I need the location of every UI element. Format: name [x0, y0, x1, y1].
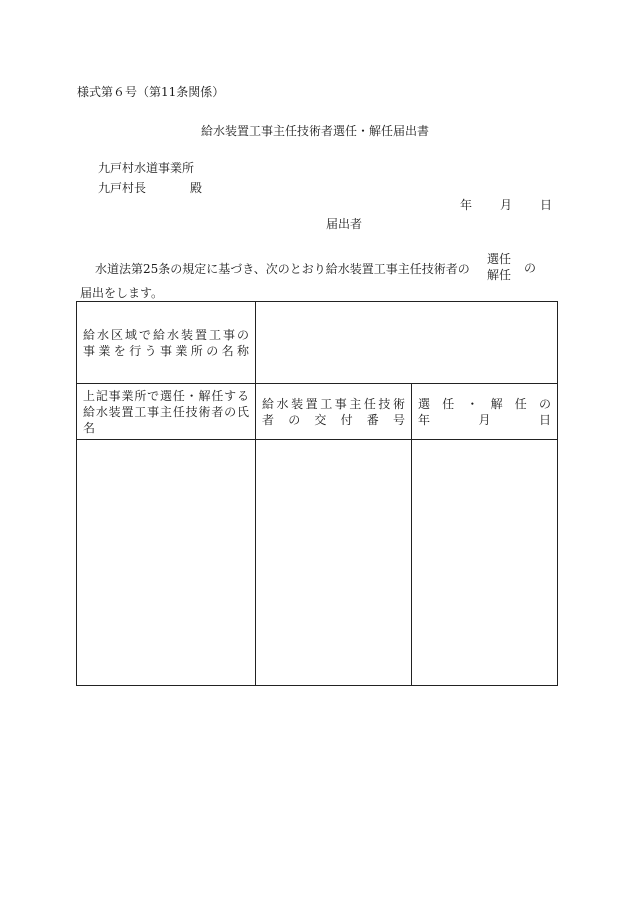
statement-text: 水道法第25条の規定に基づき、次のとおり給水装置工事主任技術者の	[95, 262, 470, 276]
form-number: 様式第６号（第11条関係）	[77, 85, 225, 99]
option-appoint: 選任	[487, 252, 512, 266]
col1-line-2: 給水装置工事主任技術者の氏名	[83, 404, 249, 435]
col2-line-1: 給水装置工事主任技術	[262, 396, 405, 411]
notifier-label: 届出者	[326, 217, 363, 231]
document-title: 給水装置工事主任技術者選任・解任届出書	[200, 124, 429, 138]
office-name-label	[77, 302, 256, 384]
engineer-name-field[interactable]	[77, 440, 256, 686]
office-name-field[interactable]	[256, 302, 558, 384]
date-day-label: 日	[540, 198, 553, 212]
addressee-mayor-label: 九戸村長	[98, 181, 147, 195]
appointment-date-field[interactable]	[412, 440, 558, 686]
date-year-label: 年	[460, 198, 473, 212]
col3-line-2: 年月日	[418, 412, 551, 427]
addressee-office: 九戸村水道事業所	[98, 161, 195, 175]
engineer-name-header	[77, 384, 256, 440]
col2-line-2: 者の交付番号	[262, 412, 405, 427]
license-number-header	[256, 384, 412, 440]
office-row	[77, 302, 558, 384]
addressee-mayor	[98, 182, 202, 194]
col3-line-1: 選任・解任の	[418, 396, 551, 411]
honorific: 殿	[190, 181, 203, 195]
office-label-line-1: 給水区域で給水装置工事の	[83, 327, 249, 342]
license-number-field[interactable]	[256, 440, 412, 686]
date-field	[460, 199, 552, 211]
col1-line-1: 上記事業所で選任・解任する	[83, 388, 249, 403]
form-table	[76, 301, 558, 686]
statement-text-2: 届出をします。	[80, 286, 164, 300]
date-month-label: 月	[500, 198, 513, 212]
appointment-date-header	[412, 384, 558, 440]
entry-row	[77, 440, 558, 686]
option-dismiss: 解任	[487, 268, 512, 282]
statement-suffix: の	[524, 261, 537, 275]
header-row	[77, 384, 558, 440]
office-label-line-2: 事業を行う事業所の名称	[83, 343, 249, 358]
